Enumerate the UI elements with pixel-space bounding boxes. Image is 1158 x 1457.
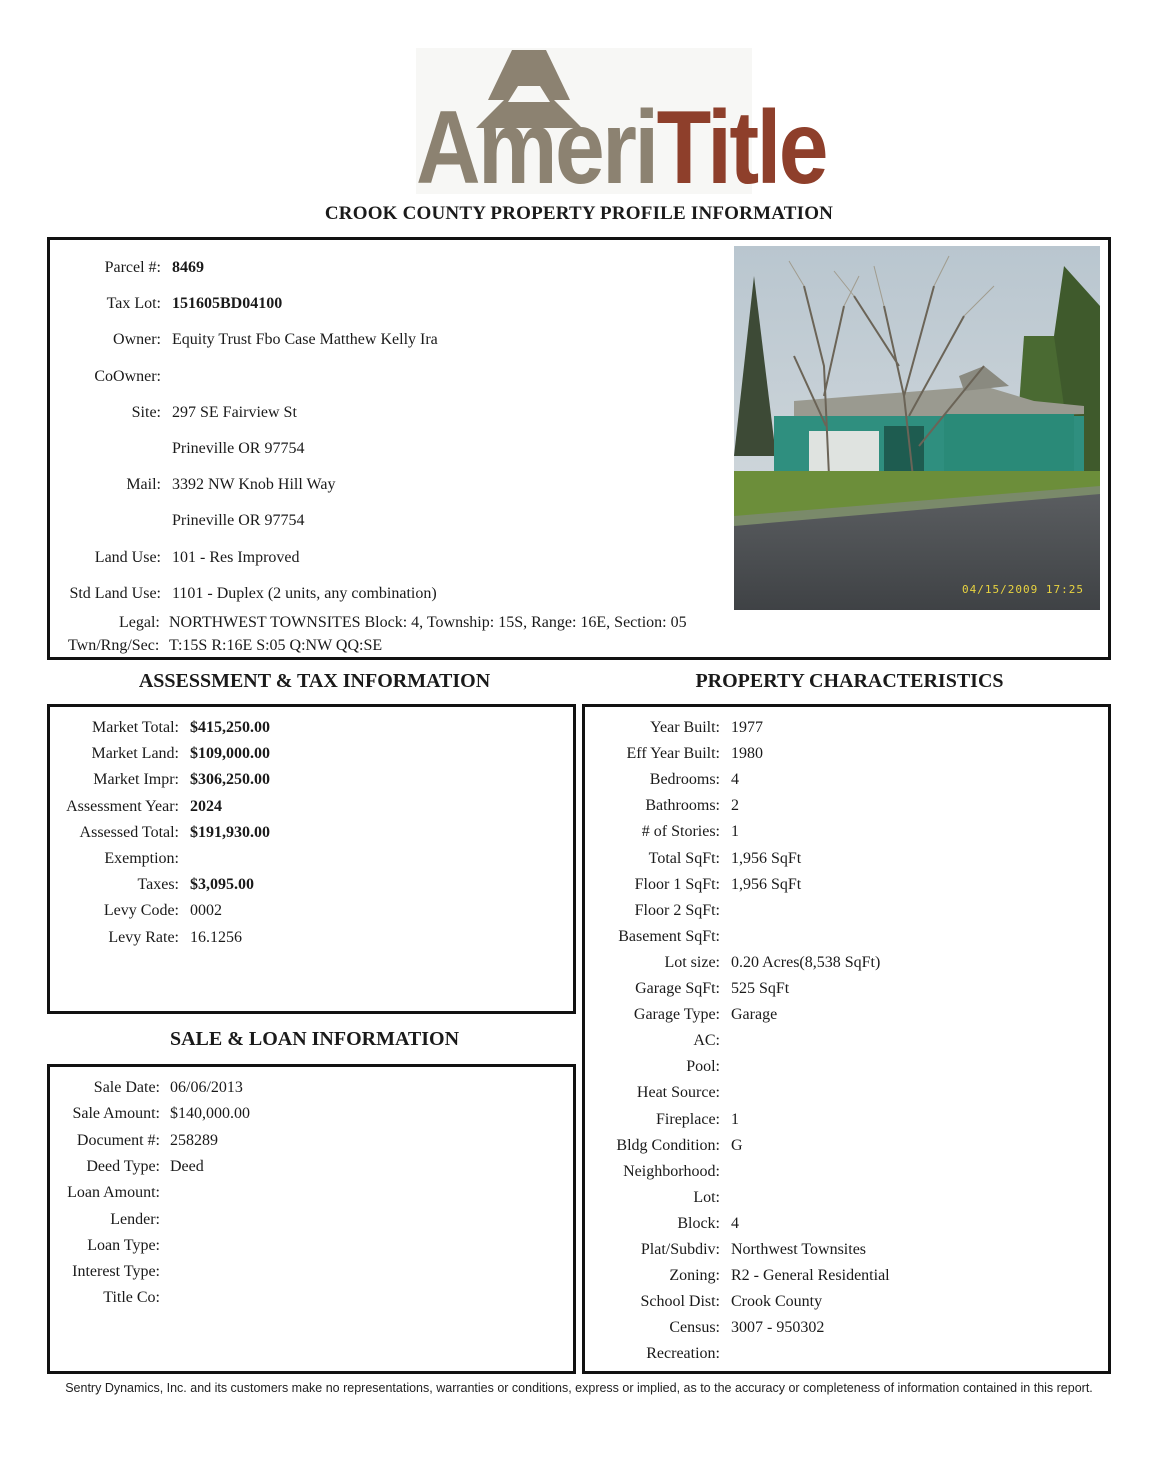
property-field-label: Bathrooms: bbox=[645, 797, 720, 815]
property-field-value: 525 SqFt bbox=[731, 980, 790, 997]
summary-field-value: Equity Trust Fbo Case Matthew Kelly Ira bbox=[172, 331, 438, 349]
property-field-value: 1980 bbox=[731, 745, 763, 763]
sale-field-label: Loan Amount: bbox=[67, 1184, 160, 1202]
property-field-label: Garage Type: bbox=[633, 1006, 720, 1024]
logo-wordmark bbox=[416, 90, 826, 206]
sale-field-label: Sale Date: bbox=[93, 1079, 160, 1096]
summary-field-label: Std Land Use: bbox=[69, 584, 161, 602]
summary-field-label: Mail: bbox=[126, 476, 161, 494]
summary-field-label: Tax Lot: bbox=[106, 295, 161, 313]
assessment-field-label: Assessed Total: bbox=[79, 823, 179, 841]
property-field-label: Bedrooms: bbox=[649, 771, 720, 789]
assessment-field-value: $415,250.00 bbox=[190, 719, 270, 736]
assessment-section-title: ASSESSMENT & TAX INFORMATION bbox=[138, 670, 491, 692]
property-field-value: 1 bbox=[731, 1110, 739, 1128]
property-field-value: 1977 bbox=[731, 719, 763, 736]
property-field-label: Plat/Subdiv: bbox=[640, 1241, 720, 1258]
summary-field-value: 151605BD04100 bbox=[172, 295, 283, 313]
assessment-field-value: 16.1256 bbox=[190, 928, 242, 946]
property-field-label: Census: bbox=[669, 1319, 720, 1337]
twn-rng-sec-value: T:15S R:16E S:05 Q:NW QQ:SE bbox=[169, 637, 383, 654]
assessment-field-label: Market Total: bbox=[91, 719, 179, 736]
property-field-label: AC: bbox=[693, 1032, 720, 1050]
summary-field-value: 297 SE Fairview St bbox=[172, 403, 297, 421]
property-field-label: Neighborhood: bbox=[623, 1162, 720, 1180]
photo-timestamp: 04/15/2009 17:25 bbox=[962, 583, 1084, 596]
assessment-field-label: Exemption: bbox=[104, 850, 179, 867]
property-field-value: 1,956 SqFt bbox=[731, 875, 802, 893]
sale-field-label: Loan Type: bbox=[87, 1236, 160, 1254]
summary-field-value: 1101 - Duplex (2 units, any combination) bbox=[172, 584, 437, 602]
property-field-value: Northwest Townsites bbox=[731, 1241, 867, 1258]
property-field-label: Basement SqFt: bbox=[618, 927, 720, 945]
house-photo-image bbox=[734, 246, 1100, 610]
property-field-label: Lot: bbox=[693, 1188, 720, 1206]
property-field-value: 1,956 SqFt bbox=[731, 849, 802, 867]
assessment-field-value: $3,095.00 bbox=[190, 876, 254, 894]
assessment-field-value: 2024 bbox=[190, 797, 222, 815]
assessment-field-value: $306,250.00 bbox=[190, 771, 270, 789]
property-field-value: 3007 - 950302 bbox=[731, 1319, 825, 1337]
summary-field-value: 8469 bbox=[172, 259, 204, 276]
property-field-label: Fireplace: bbox=[656, 1110, 720, 1128]
legal-label: Legal: bbox=[119, 614, 160, 631]
property-field-label: Heat Source: bbox=[636, 1084, 720, 1102]
sale-field-value: $140,000.00 bbox=[170, 1105, 250, 1123]
sale-field-value: 258289 bbox=[170, 1131, 218, 1149]
sale-field-label: Lender: bbox=[110, 1210, 160, 1228]
property-field-value: R2 - General Residential bbox=[731, 1267, 890, 1285]
property-field-value: Garage bbox=[731, 1006, 778, 1024]
sale-field-label: Deed Type: bbox=[86, 1157, 160, 1175]
property-field-value: G bbox=[731, 1136, 743, 1154]
summary-field-value: 101 - Res Improved bbox=[172, 548, 300, 566]
property-field-label: Pool: bbox=[686, 1058, 720, 1076]
summary-field-label: Parcel #: bbox=[104, 259, 161, 276]
property-field-value: Crook County bbox=[731, 1293, 823, 1311]
property-field-label: Zoning: bbox=[669, 1267, 720, 1285]
sale-field-label: Sale Amount: bbox=[72, 1105, 160, 1123]
assessment-field-label: Market Land: bbox=[91, 745, 179, 763]
property-field-label: Year Built: bbox=[650, 719, 720, 736]
assessment-field-value: $109,000.00 bbox=[190, 745, 270, 763]
assessment-field-label: Levy Code: bbox=[103, 902, 179, 920]
property-field-label: Floor 1 SqFt: bbox=[634, 875, 720, 893]
sale-field-value: 06/06/2013 bbox=[170, 1079, 243, 1096]
property-field-value: 1 bbox=[731, 823, 739, 841]
property-field-label: Eff Year Built: bbox=[626, 745, 720, 763]
property-field-label: Lot size: bbox=[664, 953, 720, 971]
summary-field-label: Site: bbox=[131, 403, 161, 421]
assessment-field-label: Market Impr: bbox=[93, 771, 179, 789]
ameritite-logo bbox=[416, 48, 826, 206]
assessment-field-label: Assessment Year: bbox=[66, 797, 179, 815]
property-photo bbox=[734, 246, 1100, 610]
property-field-value: 4 bbox=[731, 1214, 739, 1232]
property-field-label: Total SqFt: bbox=[648, 849, 720, 867]
property-field-label: School Dist: bbox=[640, 1293, 720, 1311]
page-title: CROOK COUNTY PROPERTY PROFILE INFORMATION bbox=[324, 203, 834, 224]
property-field-value: 0.20 Acres(8,538 SqFt) bbox=[731, 953, 881, 971]
sale-field-label: Document #: bbox=[76, 1131, 160, 1149]
logo-text-ameri: Ameri bbox=[416, 90, 657, 206]
assessment-field-value: $191,930.00 bbox=[190, 823, 270, 841]
property-field-label: # of Stories: bbox=[641, 823, 720, 841]
sale-field-value: Deed bbox=[170, 1157, 204, 1175]
property-field-label: Floor 2 SqFt: bbox=[634, 901, 720, 919]
property-field-label: Bldg Condition: bbox=[616, 1136, 720, 1154]
summary-field-label: Owner: bbox=[113, 331, 161, 349]
summary-field-value: Prineville OR 97754 bbox=[172, 512, 305, 530]
assessment-field-label: Taxes: bbox=[137, 876, 179, 894]
twn-rng-sec-label: Twn/Rng/Sec: bbox=[68, 637, 160, 654]
logo-text-title: Title bbox=[656, 90, 826, 206]
summary-field-label: Land Use: bbox=[94, 548, 161, 566]
sale-field-label: Interest Type: bbox=[72, 1263, 160, 1281]
legal-value: NORTHWEST TOWNSITES Block: 4, Township: 15S, Range: 16E, Section: 05 bbox=[169, 614, 687, 631]
sale-section-title: SALE & LOAN INFORMATION bbox=[169, 1028, 460, 1050]
property-field-label: Garage SqFt: bbox=[635, 980, 720, 997]
sale-field-label: Title Co: bbox=[103, 1289, 160, 1307]
property-field-label: Recreation: bbox=[646, 1345, 720, 1363]
summary-field-value: Prineville OR 97754 bbox=[172, 440, 305, 457]
assessment-field-value: 0002 bbox=[190, 902, 222, 920]
property-field-value: 4 bbox=[731, 771, 739, 789]
summary-field-label: CoOwner: bbox=[94, 367, 161, 385]
assessment-field-label: Levy Rate: bbox=[108, 928, 179, 946]
summary-field-value: 3392 NW Knob Hill Way bbox=[172, 476, 336, 494]
property-section-title: PROPERTY CHARACTERISTICS bbox=[695, 670, 1004, 692]
property-field-label: Block: bbox=[677, 1214, 720, 1232]
property-field-value: 2 bbox=[731, 797, 739, 815]
disclaimer: Sentry Dynamics, Inc. and its customers make no representations, warranties or conditions, express or implied, as to the accuracy or completeness of information contained in this report. bbox=[65, 1381, 1093, 1395]
